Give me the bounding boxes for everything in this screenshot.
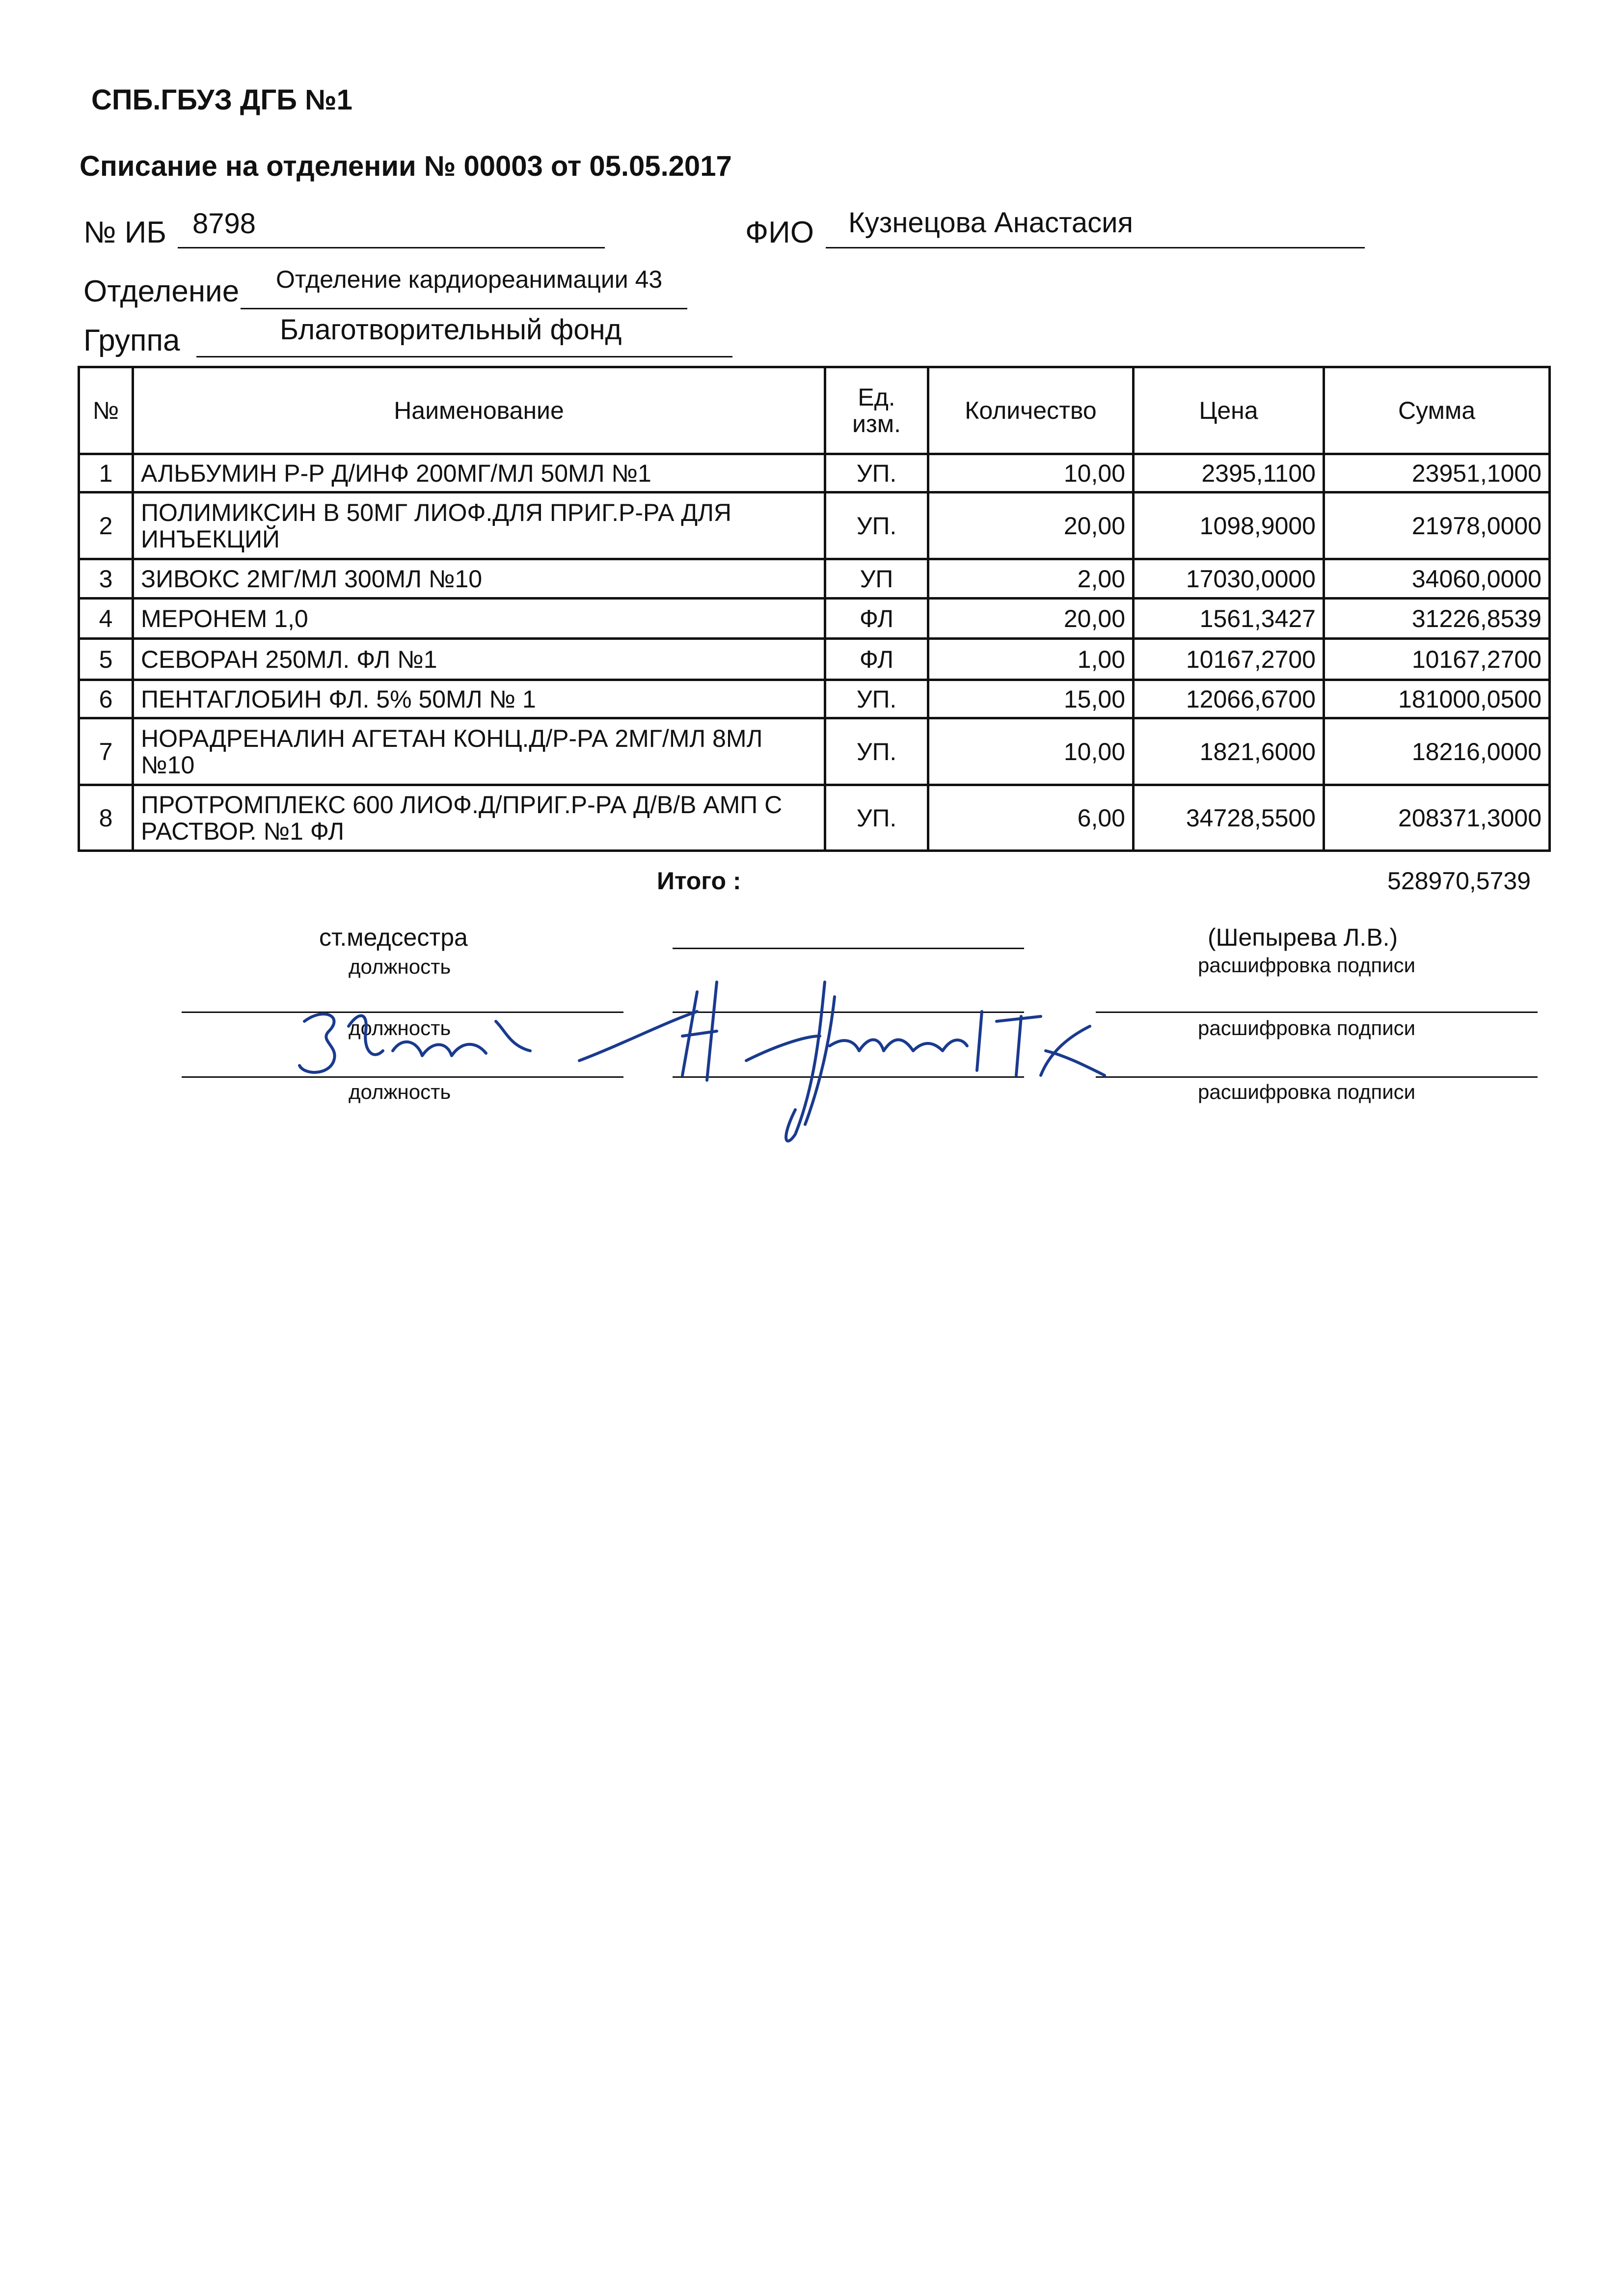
row-number: 2 [79,492,133,559]
organization-name: СПБ.ГБУЗ ДГБ №1 [91,84,352,116]
total-label: Итого : [657,867,741,895]
col-header-sum: Сумма [1324,367,1550,454]
row-unit: УП. [825,492,928,559]
row-quantity: 10,00 [928,718,1134,785]
group-value: Благотворительный фонд [280,314,622,346]
row-price: 12066,6700 [1134,680,1324,718]
decoding-caption-1: расшифровка подписи [1198,954,1416,977]
document-title: Списание на отделении № 00003 от 05.05.2017 [80,150,732,182]
table-row [79,559,1550,599]
row-quantity: 20,00 [928,492,1134,559]
row-price: 1098,9000 [1134,492,1324,559]
row-name: МЕРОНЕМ 1,0 [133,599,825,639]
row-name: НОРАДРЕНАЛИН АГЕТАН КОНЦ.Д/Р-РА 2МГ/МЛ 8МЛ №10 [133,718,825,785]
position-caption-1: должность [349,955,451,978]
items-table [78,366,1551,852]
row-unit: ФЛ [825,639,928,680]
row-price: 10167,2700 [1134,639,1324,680]
fio-label: ФИО [745,216,814,249]
fio-value: Кузнецова Анастасия [848,207,1133,239]
table-row [79,599,1550,639]
row-unit: ФЛ [825,599,928,639]
row-name: СЕВОРАН 250МЛ. ФЛ №1 [133,639,825,680]
row-number: 4 [79,599,133,639]
row-quantity: 10,00 [928,454,1134,492]
col-header-price: Цена [1134,367,1324,454]
department-label: Отделение [83,274,240,308]
decoding-name: (Шепырева Л.В.) [1208,924,1398,951]
ib-label: № ИБ [83,216,166,249]
total-value: 528970,5739 [1387,867,1531,895]
row-unit: УП [825,559,928,599]
row-name: АЛЬБУМИН Р-Р Д/ИНФ 200МГ/МЛ 50МЛ №1 [133,454,825,492]
row-sum: 10167,2700 [1324,639,1550,680]
row-name: ПОЛИМИКСИН В 50МГ ЛИОФ.ДЛЯ ПРИГ.Р-РА ДЛЯ ИНЪЕКЦИЙ [133,492,825,559]
position-caption-3: должность [349,1080,451,1103]
row-sum: 23951,1000 [1324,454,1550,492]
row-unit: УП. [825,680,928,718]
row-sum: 208371,3000 [1324,785,1550,851]
ib-value: 8798 [192,208,256,240]
position-caption-2: должность [349,1016,451,1039]
row-price: 34728,5500 [1134,785,1324,851]
department-value: Отделение кардиореанимации 43 [276,266,663,293]
group-label: Группа [83,324,180,357]
row-sum: 18216,0000 [1324,718,1550,785]
row-price: 2395,1100 [1134,454,1324,492]
table-header-row [79,367,1550,454]
row-unit: УП. [825,785,928,851]
row-sum: 34060,0000 [1324,559,1550,599]
row-price: 1561,3427 [1134,599,1324,639]
ib-underline [178,247,605,248]
row-sum: 31226,8539 [1324,599,1550,639]
table-row [79,718,1550,785]
row-number: 7 [79,718,133,785]
row-quantity: 2,00 [928,559,1134,599]
col-header-unit: Ед. изм. [825,367,928,454]
row-quantity: 15,00 [928,680,1134,718]
table-row [79,639,1550,680]
table-row [79,454,1550,492]
decoding-line-3 [1096,1076,1538,1078]
row-name: ПЕНТАГЛОБИН ФЛ. 5% 50МЛ № 1 [133,680,825,718]
decoding-caption-2: расшифровка подписи [1198,1016,1416,1039]
row-quantity: 1,00 [928,639,1134,680]
position-title: ст.медсестра [319,924,468,951]
row-quantity: 20,00 [928,599,1134,639]
row-number: 1 [79,454,133,492]
decoding-caption-3: расшифровка подписи [1198,1080,1416,1103]
row-number: 6 [79,680,133,718]
row-sum: 21978,0000 [1324,492,1550,559]
row-sum: 181000,0500 [1324,680,1550,718]
group-underline [196,356,732,357]
col-header-number: № [79,367,133,454]
department-underline [241,308,687,309]
signature-line-1 [673,948,1024,949]
row-quantity: 6,00 [928,785,1134,851]
row-number: 3 [79,559,133,599]
fio-underline [826,247,1365,248]
row-unit: УП. [825,718,928,785]
table-row [79,492,1550,559]
handwritten-signature [275,962,1119,1159]
col-header-quantity: Количество [928,367,1134,454]
table-row [79,680,1550,718]
row-number: 8 [79,785,133,851]
row-number: 5 [79,639,133,680]
col-header-name: Наименование [133,367,825,454]
table-row [79,785,1550,851]
row-price: 17030,0000 [1134,559,1324,599]
row-name: ЗИВОКС 2МГ/МЛ 300МЛ №10 [133,559,825,599]
row-name: ПРОТРОМПЛЕКС 600 ЛИОФ.Д/ПРИГ.Р-РА Д/В/В АМП С РАСТВОР. №1 ФЛ [133,785,825,851]
row-price: 1821,6000 [1134,718,1324,785]
row-unit: УП. [825,454,928,492]
decoding-line-2 [1096,1011,1538,1013]
